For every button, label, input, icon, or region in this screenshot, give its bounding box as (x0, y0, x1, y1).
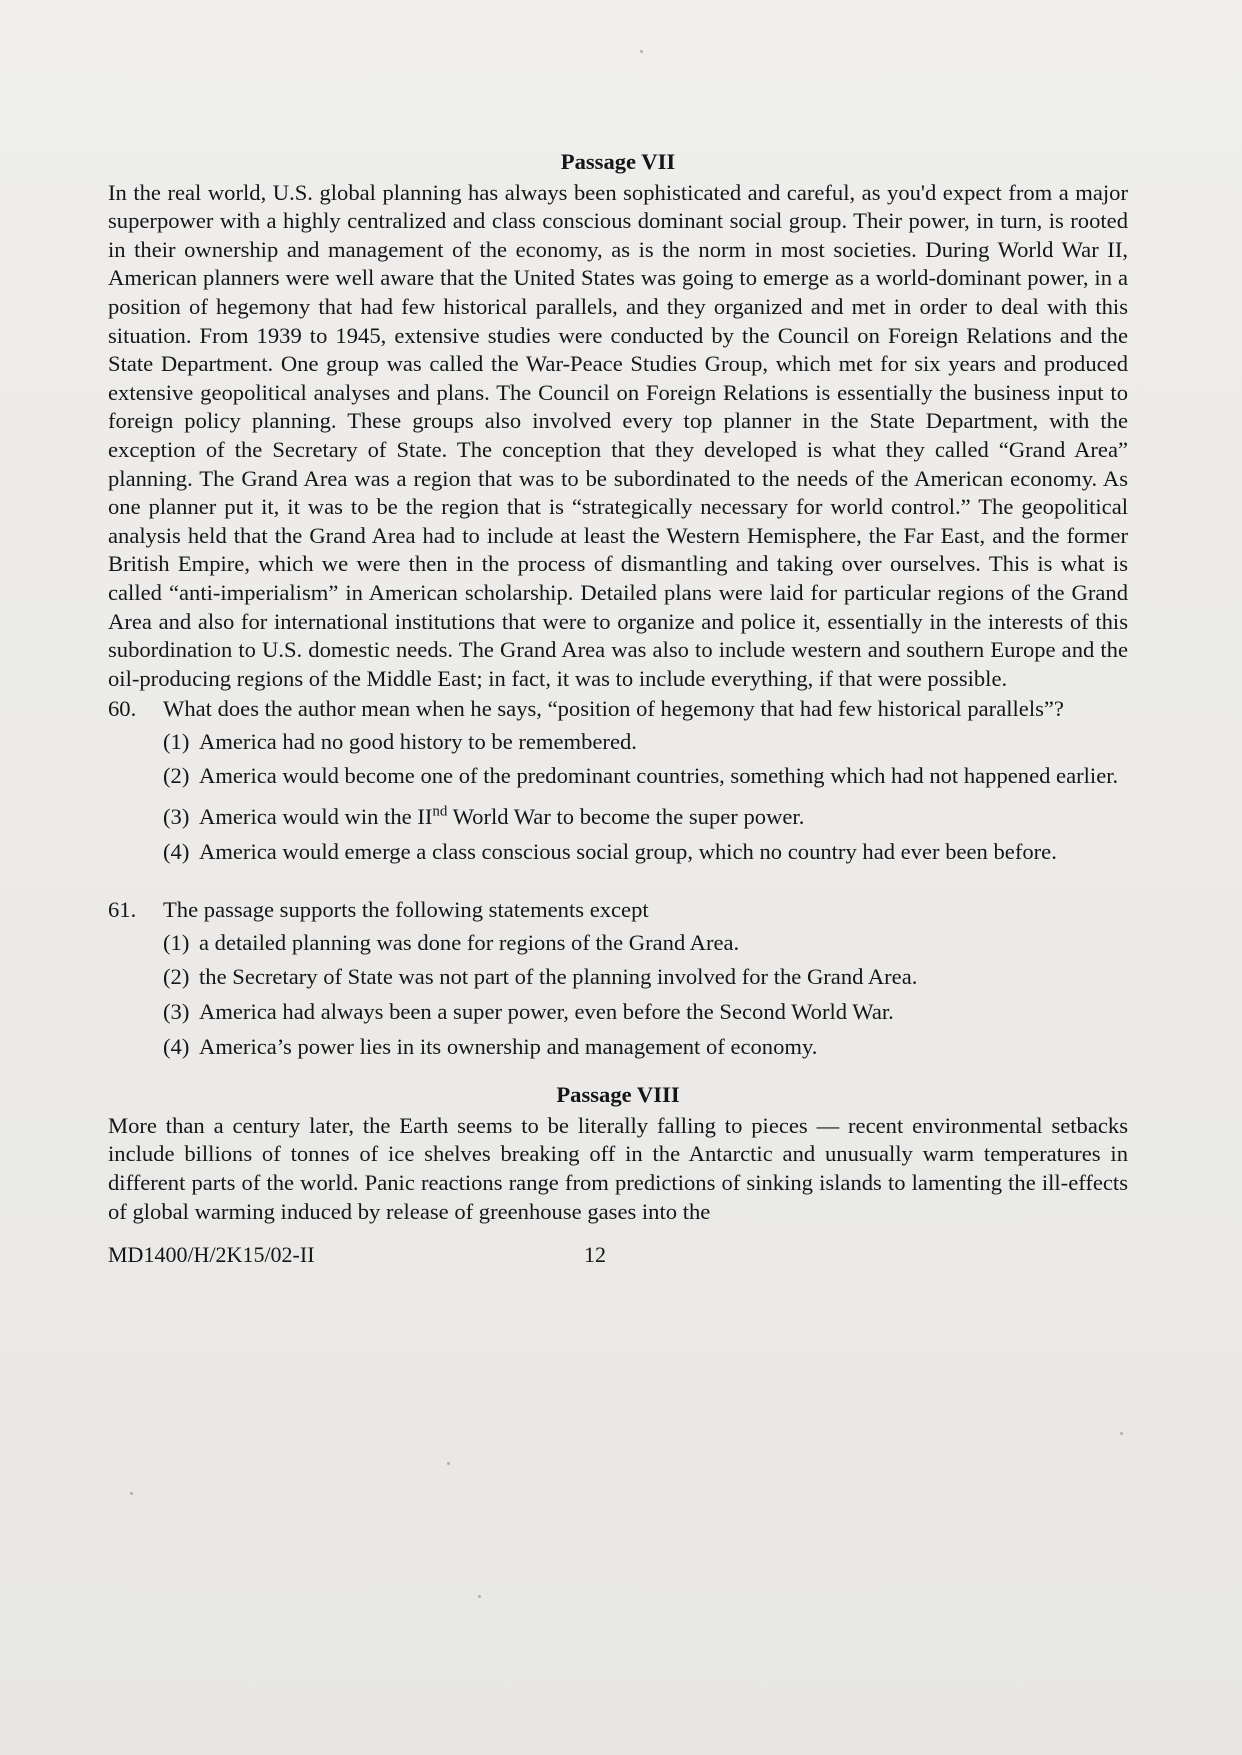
question-number: 60. (108, 696, 137, 722)
option-list (163, 929, 1128, 1061)
option-text-before: America would win the II (199, 804, 433, 830)
option-number: (3) (163, 804, 190, 830)
question-text: What does the author mean when he says, “position of hegemony that had few historical parallels”? (163, 696, 1064, 722)
option-4 (163, 838, 1128, 867)
question-number: 61. (108, 897, 137, 923)
option-2 (163, 963, 1128, 992)
option-text: America would become one of the predominant countries, something which had not happened earlier. (199, 763, 1119, 789)
option-3 (163, 803, 1128, 832)
speck (478, 1595, 481, 1598)
option-number: (2) (163, 964, 190, 990)
option-text: a detailed planning was done for regions of the Grand Area. (199, 929, 740, 955)
speck (1120, 1432, 1123, 1435)
spacer (108, 1067, 1128, 1081)
passage-8-text: More than a century later, the Earth seems to be literally falling to pieces — recent environmental setbacks include billions of tonnes of ice shelves breaking off in the Antarctic and unusually warm temperatures in different parts of the world. Panic reactions range from predictions of sinking islands to lamenting the ill-effects of global warming induced by release of greenhouse gases into the (108, 1112, 1128, 1224)
option-text-after: World War to become the super power. (447, 804, 805, 830)
paper-code: MD1400/H/2K15/02-II (108, 1242, 315, 1267)
question-60 (108, 695, 1128, 866)
passage-8-heading: Passage VIII (556, 1082, 680, 1108)
option-3 (163, 998, 1128, 1027)
option-number: (1) (163, 728, 190, 754)
option-number: (4) (163, 1033, 190, 1059)
spacer (108, 872, 1128, 894)
option-1 (163, 929, 1128, 958)
question-text: The passage supports the following statements except (163, 897, 649, 923)
speck (130, 1492, 133, 1495)
option-number: (1) (163, 929, 190, 955)
passage-7-heading: Passage VII (560, 149, 676, 174)
page-number: 12 (584, 1242, 606, 1267)
option-list (163, 728, 1128, 866)
option-text: America’s power lies in its ownership and management of economy. (199, 1033, 818, 1059)
option-text: America had always been a super power, even before the Second World War. (199, 999, 894, 1025)
option-text: America had no good history to be remembered. (199, 728, 637, 754)
option-text: the Secretary of State was not part of the planning involved for the Grand Area. (199, 964, 918, 990)
option-text: America would emerge a class conscious social group, which no country had ever been before. (199, 838, 1057, 864)
ordinal-superscript: nd (432, 803, 448, 820)
option-4 (163, 1033, 1128, 1062)
option-2 (163, 762, 1128, 791)
option-number: (4) (163, 838, 190, 864)
speck (447, 1462, 450, 1465)
passage-7-text: In the real world, U.S. global planning has always been sophisticated and careful, as you'd expect from a major superpower with a highly centralized and class conscious dominant social group. Their power, in turn, is rooted in their ownership and management of the economy, as is the norm in most societies. During World War II, American planners were well aware that the United States was going to emerge as a world-dominant power, in a position of hegemony that had few historical parallels, and they organized and met in order to deal with this situation. From 1939 to 1945, extensive studies were conducted by the Council on Foreign Relations and the State Department. One group was called the War-Peace Studies Group, which met for six years and produced extensive geopolitical analyses and plans. The Council on Foreign Relations is essentially the business input to foreign policy planning. These groups also involved every top planner in the State Department, with the exception of the Secretary of State. The conception that they developed is what they called “Grand Area” planning. The Grand Area was a region that was to be subordinated to the needs of the American economy. As one planner put it, it was to be the region that is “strategically necessary for world control.” The geopolitical analysis held that the Grand Area had to include at least the Western Hemisphere, the Far East, and the former British Empire, which we were then in the process of dismantling and taking over ourselves. This is what is called “anti-imperialism” in American scholarship. Detailed plans were laid for particular regions of the Grand Area and also for international institutions that were to organize and police it, essentially in the interests of this subordination to U.S. domestic needs. The Grand Area was also to include western and southern Europe and the oil-producing regions of the Middle East; in fact, it was to include everything, if that were possible. (108, 179, 1128, 691)
option-number: (2) (163, 763, 190, 789)
speck (640, 50, 643, 53)
question-61 (108, 896, 1128, 1061)
option-number: (3) (163, 999, 190, 1025)
page-content (108, 148, 1128, 1226)
option-1 (163, 728, 1128, 757)
